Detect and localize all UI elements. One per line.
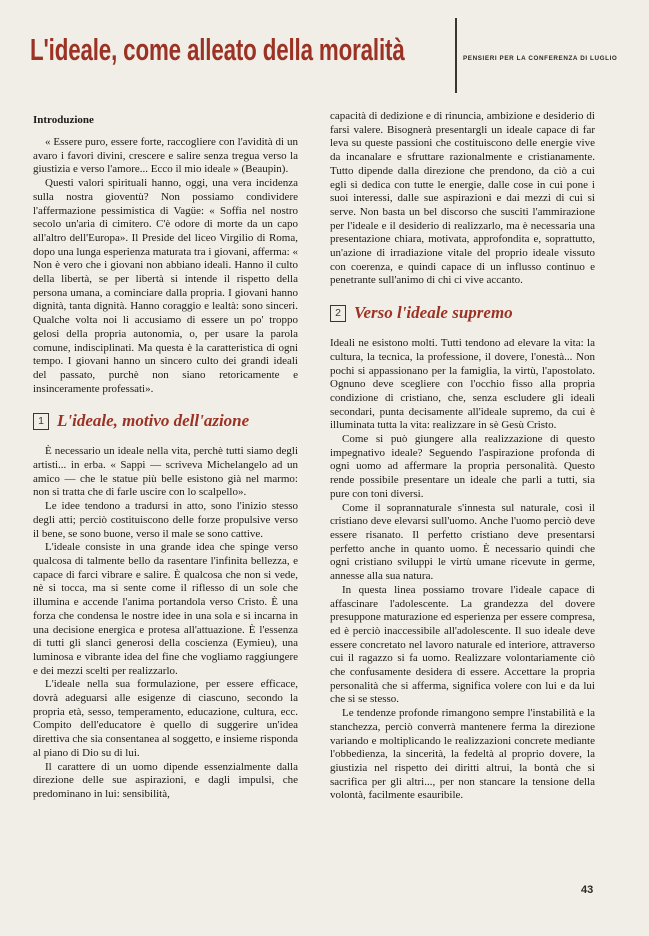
intro-heading: Introduzione [33,114,94,126]
header-divider [455,18,457,93]
section-1-paragraph: È necessario un ideale nella vita, perchè tutti siamo degli artisti... in erba. « Sappi — scriveva Michelangelo ad un amico — che le statue più belle esistono già nel marmo: non si tratta che di farle uscire con lo scalpello». [33,445,298,499]
section-1-paragraph-continued: capacità di dedizione e di rinuncia, ambizione e desiderio di farsi valere. Bisognerà presentargli un ideale capace di far leva su queste passioni che costituiscono delle energie vive da incanalare e sfruttare razionalmente e cristianamente. Tutto dipende dalla direzione che prendono, da ciò a cui egli si dedica con tutte le energie, dalle cose in cui pone i suoi interessi, dalle sue aspirazioni e dai mezzi di cui si serve. Non basta un bel discorso che susciti l'ammirazione per l'ideale e il desiderio di realizzarlo, ma è necessaria una presentazione chiara, motivata, approfondita e, soprattutto, un'azione di irradiazione vitale del proprio ideale vissuto con coerenza, e quindi capace di un influsso continuo e penetrante sull'animo di chi ci vive accanto. [330,110,595,287]
section-1-title: L'ideale, motivo dell'azione [57,411,250,431]
section-2-paragraph: Come il soprannaturale s'innesta sul naturale, così il cristiano deve elevarsi sull'uomo. Anche l'uomo perciò deve essere risanato. Il perfetto cristiano deve presentarsi perfetto anche in quanto uomo. È necessario quindi che ogni cristiano sviluppi le virtù umane ricevute in germe, annesse alla sua natura. [330,501,595,583]
article-title: L'ideale, come alleato della moralità [30,32,405,67]
section-1-paragraph: Le idee tendono a tradursi in atto, sono l'inizio stesso degli atti; perciò costituiscono delle forze propulsive verso il bene, se sono buone, verso il male se sono cattive. [33,500,298,540]
right-column [330,110,595,803]
section-2-paragraph: Le tendenze profonde rimangono sempre l'instabilità e la stanchezza, perciò converrà mantenere ferma la direzione variando e moltiplicando le realizzazioni concrete mediante l'obbedienza, la sincerità, la fedeltà al proprio dovere, la giustizia nel rispetto dei diritti altrui, la bontà che si sacrifica per gli altri..., per non stancare la tensione della volontà, facilmente esauribile. [330,707,595,802]
section-2-paragraph: Ideali ne esistono molti. Tutti tendono ad elevare la vita: la cultura, la tecnica, la professione, il dovere, l'onestà... Non pochi si appassionano per la famiglia, la virtù, l'apostolato. Ognuno deve scegliere con l'occhio fisso alla propria condizione di cristiano, che, senza escludere gli ideali secondari, punta decisamente all'ideale supremo, da cui è illuminata tutta la vita: realizzare in sè Gesù Cristo. [330,337,595,432]
section-1-number: 1 [33,413,49,430]
intro-paragraph: Questi valori spirituali hanno, oggi, una vera incidenza sulla nostra gioventù? Non possiamo condividere l'affermazione pessimistica di Vagüe: « Soffia nel nostro secolo un'aria di cimitero. C'è odore di morte da un capo all'altro dell'Europa». Il Preside del liceo Virgilio di Roma, dopo una lunga esperienza maturata tra i giovani, afferma: « Non è vero che i giovani non abbiano ideali. Hanno il culto della libertà, se per libertà si intende il rispetto della persona umana, a cominciare dalla propria. I giovani hanno dignità, tanta dignità. Hanno coraggio e lealtà: sono sinceri. Qualche volta noi li accusiamo di essere un po' troppo gelosi della propria autonomia, o, per usare la parola comune, indisciplinati. Ma questa è la caratteristica di ogni tempo. I giovani hanno un sincero culto dei grandi ideali del passato, purchè non siano retoricamente e insinceramente professati». [33,177,298,395]
section-1-paragraph: Il carattere di un uomo dipende essenzialmente dalla direzione delle sue aspirazioni, e dagli impulsi, che predominano in lui: sensibilità, [33,760,298,800]
left-column [33,110,298,802]
header-note: PENSIERI PER LA CONFERENZA DI LUGLIO [463,55,618,62]
section-2-title: Verso l'ideale supremo [354,303,513,323]
section-2-heading [330,303,595,323]
intro-paragraph: « Essere puro, essere forte, raccogliere con l'avidità di un avaro i favori divini, crescere e salire senza tregua verso la giustizia e verso l'amore... Ecco il mio ideale » (Beaupin). [33,136,298,176]
section-1-paragraph: L'ideale consiste in una grande idea che spinge verso qualcosa di talmente bello da rasentare l'infinita bellezza, e capace di farci vibrare e salire. È qualcosa che non si vede, nè si tocca, ma si sente come il riflesso di un sole che illumina e accende l'anima portandola verso Cristo. È una forza che condensa le nostre idee in una sola e si incarna in una decisione energica e protesa all'attuazione. È l'essenza di tutti gli slanci generosi della coscienza (Eymieu), una luminosa e vibrante idea del fine che vogliamo raggiungere e dei mezzi scelti per realizzarlo. [33,541,298,677]
section-2-number: 2 [330,305,346,322]
page-number: 43 [581,884,594,896]
section-2-paragraph: Come si può giungere alla realizzazione di questo impegnativo ideale? Seguendo l'aspirazione profonda di ogni uomo ad affermare la propria personalità. Questo rende possibile presentare un ideale che parli a tutti, sia pure con toni diversi. [330,433,595,500]
section-2-paragraph: In questa linea possiamo trovare l'ideale capace di affascinare l'adolescente. La grandezza del dovere presuppone maturazione ed esperienza per essere compresa, ed è perciò inaccessibile all'adolescente. Il suo ideale deve essere concretato nel lavoro naturale ed interiore, attraverso cui il ragazzo si fa uomo. Realizzare volontariamente ciò che confusamente desidera di essere. Accettare la propria personalità che si afferma, significa volere con lui e da lui che si se stesso. [330,583,595,706]
section-1-heading [33,411,298,431]
section-1-paragraph: L'ideale nella sua formulazione, per essere efficace, dovrà adeguarsi alle esigenze di ciascuno, secondo la propria età, sesso, temperamento, educazione, cultura, ecc. Compito dell'educatore è quello di suggerire un'idea direttiva che sia consentanea al soggetto, e insieme risponda al piano di Dio su di lui. [33,678,298,759]
